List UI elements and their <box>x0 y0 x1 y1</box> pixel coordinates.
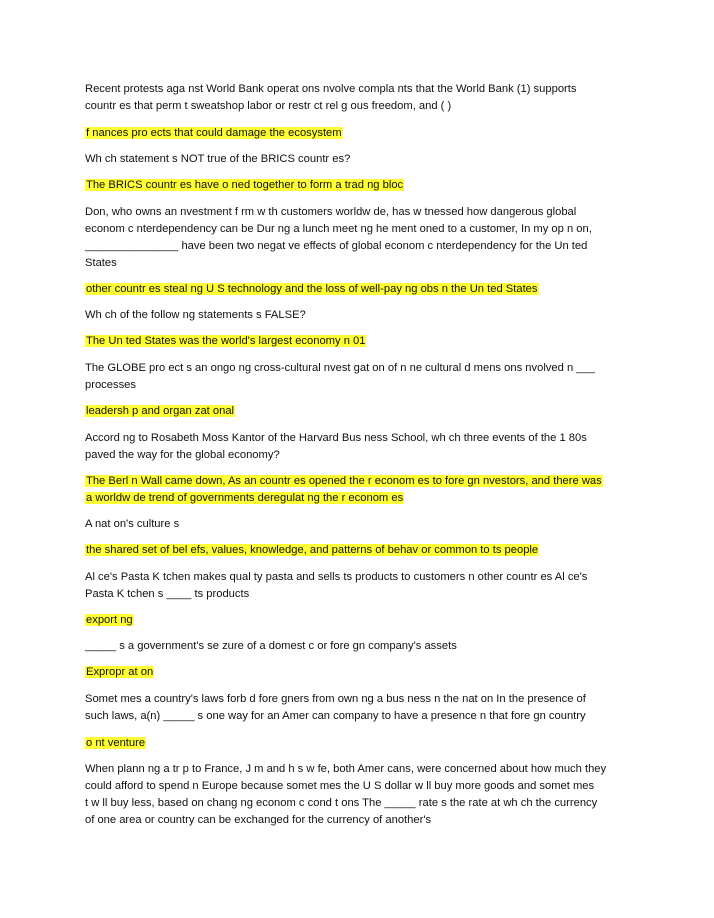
question-line: Wh ch statement s NOT true of the BRICS countr es? <box>85 153 351 165</box>
question-line: econom c nterdependency can be Dur ng a lunch meet ng he ment oned to a customer, In my op n on, <box>85 223 592 235</box>
highlighted-answer: leadersh p and organ zat onal <box>86 405 235 417</box>
highlighted-answer: o nt venture <box>86 737 146 749</box>
question-line: Don, who owns an nvestment f rm w th customers worldw de, has w tnessed how dangerous global <box>85 206 577 218</box>
question-line: countr es that perm t sweatshop labor or restr ct rel g ous freedom, and ( ) <box>85 100 452 112</box>
question-line: processes <box>85 379 136 391</box>
question-line: of one area or country can be exchanged for the currency of another's <box>85 814 432 826</box>
highlighted-answer: the shared set of bel efs, values, knowledge, and patterns of behav or common to ts people <box>86 544 539 556</box>
question-line: The GLOBE pro ect s an ongo ng cross-cultural nvest gat on of n ne cultural d mens ons nvolved n ___ <box>85 362 595 374</box>
highlighted-answer: Expropr at on <box>86 666 154 678</box>
question-line: paved the way for the global economy? <box>85 449 280 461</box>
question-line: t w ll buy less, based on chang ng econom c cond t ons The _____ rate s the rate at wh ch the currency <box>85 797 598 809</box>
question-line: Accord ng to Rosabeth Moss Kantor of the Harvard Bus ness School, wh ch three events of the 1 80s <box>85 432 587 444</box>
question-line: A nat on's culture s <box>85 518 180 530</box>
question-line: _____ s a government's se zure of a domest c or fore gn company's assets <box>85 640 457 652</box>
question-line: Somet mes a country's laws forb d fore gners from own ng a bus ness n the nat on In the presence of <box>85 693 586 705</box>
question-line: Al ce's Pasta K tchen makes qual ty pasta and sells ts products to customers n other countr es Al ce's <box>85 571 588 583</box>
question-line: Pasta K tchen s ____ ts products <box>85 588 250 600</box>
highlighted-answer: other countr es steal ng U S technology and the loss of well-pay ng obs n the Un ted States <box>86 283 538 295</box>
question-line: could afford to spend n Europe because somet mes the U S dollar w ll buy more goods and somet mes <box>85 780 595 792</box>
question-line: Recent protests aga nst World Bank operat ons nvolve compla nts that the World Bank (1) supports <box>85 83 577 95</box>
highlighted-answer: The BRICS countr es have o ned together to form a trad ng bloc <box>86 179 404 191</box>
highlighted-answer: The Berl n Wall came down, As an countr es opened the r econom es to fore gn nvestors, and there was <box>86 475 602 487</box>
question-line: _______________ have been two negat ve effects of global econom c nterdependency for the Un ted <box>85 240 588 252</box>
question-line: States <box>85 257 117 269</box>
highlighted-answer: The Un ted States was the world's largest economy n 01 <box>86 335 366 347</box>
highlighted-answer: a worldw de trend of governments deregulat ng the r econom es <box>86 492 404 504</box>
highlighted-answer: export ng <box>86 614 133 626</box>
question-line: When plann ng a tr p to France, J m and h s w fe, both Amer cans, were concerned about how much they <box>85 763 607 775</box>
highlighted-answer: f nances pro ects that could damage the ecosystem <box>86 127 342 139</box>
question-line: Wh ch of the follow ng statements s FALSE? <box>85 309 306 321</box>
question-line: such laws, a(n) _____ s one way for an Amer can company to have a presence n that fore gn country <box>85 710 586 722</box>
